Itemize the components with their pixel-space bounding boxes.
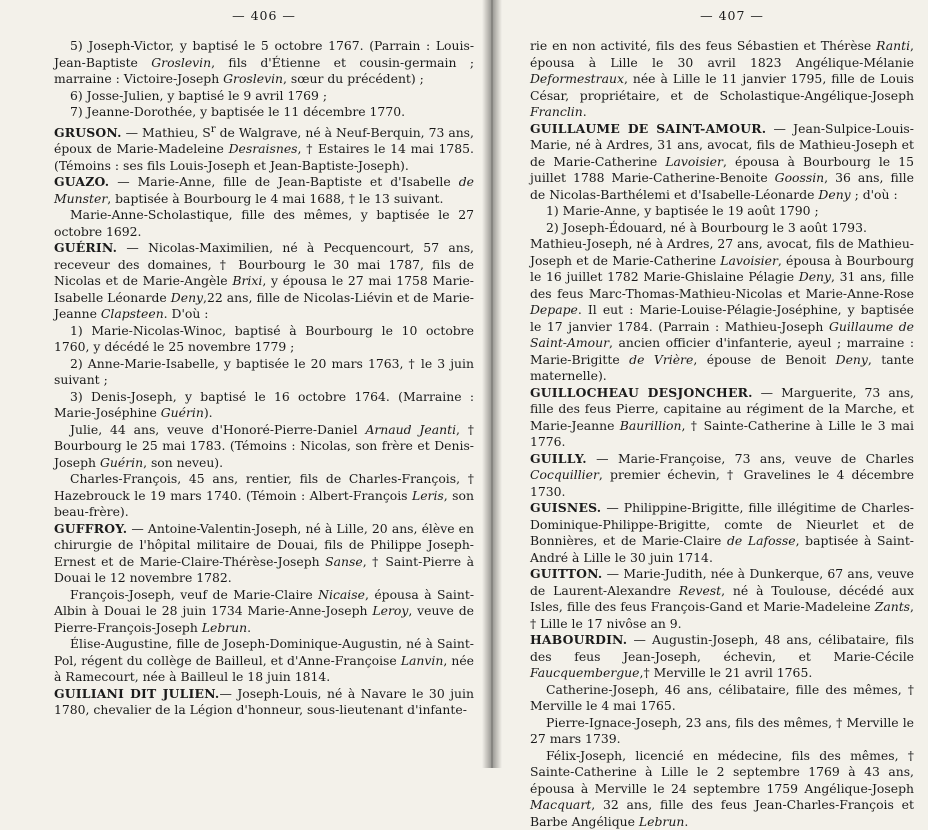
left-page-paragraph: Marie-Anne-Scholastique, fille des mêmes, y baptisée le 27 octobre 1692.	[54, 207, 474, 240]
right-page-number: — 407 —	[550, 8, 914, 24]
left-page-paragraph: GUÉRIN. — Nicolas-Maximilien, né à Pecquencourt, 57 ans, receveur des domaines, † Bourbourg le 30 mai 1787, fils de Nicolas et de Marie-Angèle Brixi, y épousa le 27 mai 1758 Marie-Isabelle Léonarde Deny,22 ans, fille de Nicolas-Liévin et de Marie-Jeanne Clapsteen. D'où :	[54, 240, 474, 323]
left-page-paragraph: 5) Joseph-Victor, y baptisé le 5 octobre 1767. (Parrain : Louis-Jean-Baptiste Groslevin, fils d'Étienne et cousin-germain ; marraine : Victoire-Joseph Groslevin, sœur du précédent) ;	[54, 38, 474, 88]
left-page-paragraph: 3) Denis-Joseph, y baptisé le 16 octobre 1764. (Marraine : Marie-Joséphine Guérin).	[54, 389, 474, 422]
left-page-paragraph: GUILIANI DIT JULIEN.— Joseph-Louis, né à Navare le 30 juin 1780, chevalier de la Légion d'honneur, sous-lieutenant d'infante-	[54, 686, 474, 719]
left-page-paragraph: GRUSON. — Mathieu, $S^r$ de Walgrave, né à Neuf-Berquin, 73 ans, époux de Marie-Madeleine Desraisnes, † Estaires le 14 mai 1785. (Témoins : ses fils Louis-Joseph et Jean-Baptiste-Joseph).	[54, 121, 474, 175]
left-page-paragraph: 7) Jeanne-Dorothée, y baptisée le 11 décembre 1770.	[54, 104, 474, 121]
left-page-paragraph: Charles-François, 45 ans, rentier, fils de Charles-François, † Hazebrouck le 19 mars 1740. (Témoin : Albert-François Leris, son beau-frère).	[54, 471, 474, 521]
left-page-paragraph: Élise-Augustine, fille de Joseph-Dominique-Augustin, né à Saint-Pol, régent du collège de Bailleul, et d'Anne-Françoise Lanvin, née à Ramecourt, née à Bailleul le 18 juin 1814.	[54, 636, 474, 686]
left-page-paragraph: Julie, 44 ans, veuve d'Honoré-Pierre-Daniel Arnaud Jeanti, † Bourbourg le 25 mai 1783. (Témoins : Nicolas, son frère et Denis-Joseph Guérin, son neveu).	[54, 422, 474, 472]
left-page-paragraph: 6) Josse-Julien, y baptisé le 9 avril 1769 ;	[54, 88, 474, 105]
right-page-paragraph: GUILLAUME DE SAINT-AMOUR. — Jean-Sulpice-Louis-Marie, né à Ardres, 31 ans, avocat, fils de Mathieu-Joseph et de Marie-Catherine Lavoisier, épousa à Bourbourg le 15 juillet 1788 Marie-Catherine-Benoite Goossin, 36 ans, fille de Nicolas-Barthélemi et d'Isabelle-Léonarde Deny ; d'où :	[530, 121, 914, 204]
left-page-paragraph: GUAZO. — Marie-Anne, fille de Jean-Baptiste et d'Isabelle de Munster, baptisée à Bourbourg le 4 mai 1688, † le 13 suivant.	[54, 174, 474, 207]
left-page-number: — 406 —	[54, 8, 474, 24]
right-page-paragraph: Pierre-Ignace-Joseph, 23 ans, fils des mêmes, † Merville le 27 mars 1739.	[530, 715, 914, 748]
right-page-paragraph: GUILLOCHEAU DESJONCHER. — Marguerite, 73 ans, fille des feus Pierre, capitaine au régiment de la Marche, et Marie-Jeanne Baurillion, † Sainte-Catherine à Lille le 3 mai 1776.	[530, 385, 914, 451]
left-page-paragraph: 1) Marie-Nicolas-Winoc, baptisé à Bourbourg le 10 octobre 1760, y décédé le 25 novembre 1779 ;	[54, 323, 474, 356]
left-page-paragraph: 2) Anne-Marie-Isabelle, y baptisée le 20 mars 1763, † le 3 juin suivant ;	[54, 356, 474, 389]
right-page	[530, 8, 914, 760]
left-page	[54, 8, 474, 760]
left-page-body	[54, 38, 474, 719]
right-page-paragraph: GUISNES. — Philippine-Brigitte, fille illégitime de Charles-Dominique-Philippe-Brigitte, comte de Nieurlet et de Bonnières, et de Marie-Claire de Lafosse, baptisée à Saint-André à Lille le 30 juin 1714.	[530, 500, 914, 566]
right-page-paragraph: 2) Joseph-Édouard, né à Bourbourg le 3 août 1793.	[530, 220, 914, 237]
right-page-paragraph: GUILLY. — Marie-Françoise, 73 ans, veuve de Charles Cocquillier, premier échevin, † Gravelines le 4 décembre 1730.	[530, 451, 914, 501]
left-page-paragraph: François-Joseph, veuf de Marie-Claire Nicaise, épousa à Saint-Albin à Douai le 28 juin 1734 Marie-Anne-Joseph Leroy, veuve de Pierre-François-Joseph Lebrun.	[54, 587, 474, 637]
right-page-paragraph: HABOURDIN. — Augustin-Joseph, 48 ans, célibataire, fils des feus Jean-Joseph, échevin, et Marie-Cécile Faucquembergue,† Merville le 21 avril 1765.	[530, 632, 914, 682]
book-gutter	[482, 0, 502, 768]
right-page-paragraph: 1) Marie-Anne, y baptisée le 19 août 1790 ;	[530, 203, 914, 220]
right-page-paragraph: Catherine-Joseph, 46 ans, célibataire, fille des mêmes, † Merville le 4 mai 1765.	[530, 682, 914, 715]
right-page-body	[530, 38, 914, 830]
right-page-paragraph: rie en non activité, fils des feus Sébastien et Thérèse Ranti, épousa à Lille le 30 avril 1823 Angélique-Mélanie Deformestraux, née à Lille le 11 janvier 1795, fille de Louis César, propriétaire, et de Scholastique-Angélique-Joseph Franclin.	[530, 38, 914, 121]
right-page-paragraph: GUITTON. — Marie-Judith, née à Dunkerque, 67 ans, veuve de Laurent-Alexandre Revest, né à Toulouse, décédé aux Isles, fille des feus François-Gand et Marie-Madeleine Zants, † Lille le 17 nivôse an 9.	[530, 566, 914, 632]
right-page-paragraph: Mathieu-Joseph, né à Ardres, 27 ans, avocat, fils de Mathieu-Joseph et de Marie-Catherine Lavoisier, épousa à Bourbourg le 16 juillet 1782 Marie-Ghislaine Pélagie Deny, 31 ans, fille des feus Marc-Thomas-Mathieu-Nicolas et Marie-Anne-Rose Depape. Il eut : Marie-Louise-Pélagie-Joséphine, y baptisée le 17 janvier 1784. (Parrain : Mathieu-Joseph Guillaume de Saint-Amour, ancien officier d'infanterie, ayeul ; marraine : Marie-Brigitte de Vrière, épouse de Benoit Deny, tante maternelle).	[530, 236, 914, 385]
left-page-paragraph: GUFFROY. — Antoine-Valentin-Joseph, né à Lille, 20 ans, élève en chirurgie de l'hôpital militaire de Douai, fils de Philippe Joseph-Ernest et de Marie-Claire-Thérèse-Joseph Sanse, † Saint-Pierre à Douai le 12 novembre 1782.	[54, 521, 474, 587]
right-page-paragraph: Félix-Joseph, licencié en médecine, fils des mêmes, † Sainte-Catherine à Lille le 2 septembre 1769 à 43 ans, épousa à Merville le 24 septembre 1759 Angélique-Joseph Macquart, 32 ans, fille des feus Jean-Charles-François et Barbe Angélique Lebrun.	[530, 748, 914, 830]
